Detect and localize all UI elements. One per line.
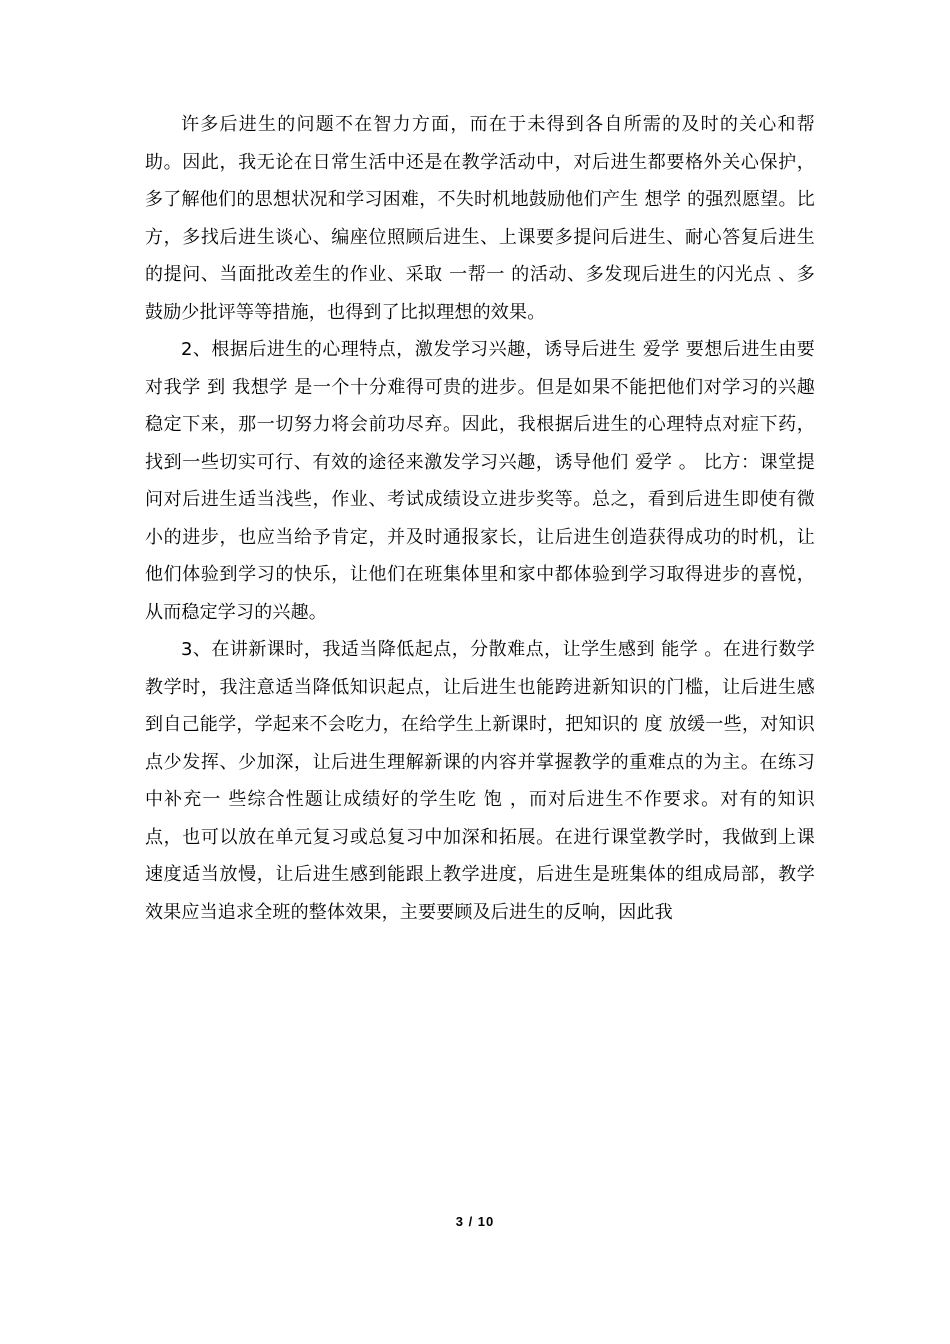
- page-footer: [0, 1214, 950, 1229]
- document-body: [145, 106, 815, 931]
- paragraph: 3、在讲新课时，我适当降低起点，分散难点，让学生感到 能学 。在进行数学教学时，我注意适当降低知识起点，让后进生也能跨进新知识的门槛，让后进生感到自己能学，学起来不会吃力，在给学生上新课时，把知识的 度 放缓一些，对知识点少发挥、少加深，让后进生理解新课的内容并掌握教学的重难点的为主。在练习中补充一 些综合性题让成绩好的学生吃 饱 ，而对后进生不作要求。对有的知识点，也可以放在单元复习或总复习中加深和拓展。在进行课堂教学时，我做到上课速度适当放慢，让后进生感到能跟上教学进度，后进生是班集体的组成局部，教学效果应当追求全班的整体效果，主要要顾及后进生的反响，因此我: [145, 639, 815, 923]
- paragraph: 2、根据后进生的心理特点，激发学习兴趣，诱导后进生 爱学 要想后进生由要对我学 到 我想学 是一个十分难得可贵的进步。但是如果不能把他们对学习的兴趣稳定下来，那一切努力将会前功尽弃。因此，我根据后进生的心理特点对症下药，找到一些切实可行、有效的途径来激发学习兴趣，诱导他们 爱学 。 比方：课堂提问对后进生适当浅些，作业、考试成绩设立进步奖等。总之，看到后进生即使有微小的进步，也应当给予肯定，并及时通报家长，让后进生创造获得成功的时机，让他们体验到学习的快乐，让他们在班集体里和家中都体验到学习取得进步的喜悦，从而稳定学习的兴趣。: [145, 339, 815, 623]
- paragraph: 许多后进生的问题不在智力方面，而在于未得到各自所需的及时的关心和帮助。因此，我无论在日常生活中还是在教学活动中，对后进生都要格外关心保护，多了解他们的思想状况和学习困难，不失时机地鼓励他们产生 想学 的强烈愿望。比方，多找后进生谈心、编座位照顾后进生、上课要多提问后进生、耐心答复后进生的提问、当面批改差生的作业、采取 一帮一 的活动、多发现后进生的闪光点 、多鼓励少批评等等措施，也得到了比拟理想的效果。: [145, 114, 815, 323]
- page-number: 3 / 10: [455, 1214, 495, 1229]
